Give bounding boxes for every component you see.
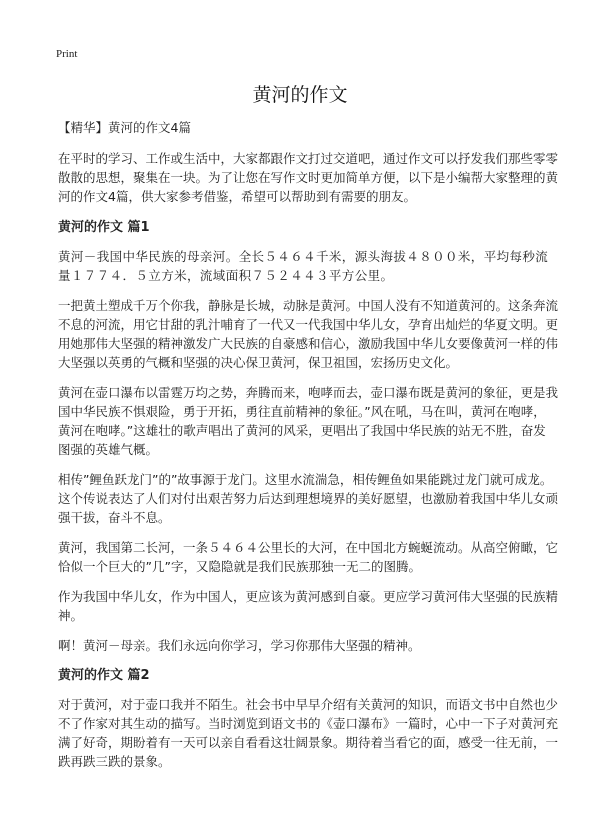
section1-paragraph-2: 一把黄土塑成千万个你我，静脉是长城，动脉是黄河。中国人没有不知道黄河的。这条奔流不息的河流，用它甘甜的乳汁哺育了一代又一代我国中华儿女，孕育出灿烂的华夏文明。更用她那伟大坚强的精神激发广大民族的自豪感和信心，激励我国中华儿女要像黄河一样的伟大坚强以英勇的气概和坚强的决心保卫黄河，保卫祖国，宏扬历史文化。 [58,298,559,370]
section1-paragraph-4: 相传”鲤鱼跃龙门”的”故事源于龙门。这里水流湍急，相传鲤鱼如果能跳过龙门就可成龙。这个传说表达了人们对付出艰苦努力后达到理想境界的美好愿望，也激励着我国中华儿女顽强干拔，奋斗不息。 [58,472,559,525]
document-subtitle: 【精华】黄河的作文4篇 [58,120,191,135]
document-body [58,118,558,782]
section1-paragraph-3: 黄河在壶口瀑布以雷霆万均之势，奔腾而来，咆哮而去，壶口瀑布既是黄河的象征，更是我国中华民族不惧艰险，勇于开拓，勇往直前精神的象征。”风在吼，马在叫，黄河在咆哮，黄河在咆哮。”这雄壮的歌声唱出了黄河的风采，更唱出了我国中华民族的站无不胜，奋发图强的英雄气概。 [58,385,559,457]
section1-paragraph-1: 黄河－我国中华民族的母亲河。全长５４６４千米，源头海拔４８００米，平均每秒流量１７７４．５立方米，流域面积７５２４４３平方公里。 [58,249,549,283]
intro-paragraph: 在平时的学习、工作或生活中，大家都跟作文打过交道吧，通过作文可以抒发我们那些零零散散的思想，聚集在一块。为了让您在写作文时更加简单方便，以下是小编帮大家整理的黄河的作文4篇，供大家参考借鉴，希望可以帮助到有需要的朋友。 [58,151,559,204]
section-heading-1: 黄河的作文 篇1 [58,220,150,235]
section1-paragraph-5: 黄河，我国第二长河，一条５４６４公里长的大河，在中国北方蜿蜒流动。从高空俯瞰，它恰似一个巨大的”几”字，又隐隐就是我们民族那独一无二的图腾。 [58,540,559,574]
section1-paragraph-7: 啊！黄河－母亲。我们永远向你学习，学习你那伟大坚强的精神。 [58,638,421,653]
print-link[interactable]: Print [56,48,78,60]
section1-paragraph-6: 作为我国中华儿女，作为中国人，更应该为黄河感到自豪。更应学习黄河伟大坚强的民族精神。 [58,589,559,623]
section-heading-2: 黄河的作文 篇2 [58,668,150,683]
page-title: 黄河的作文 [252,84,348,106]
section2-paragraph-1: 对于黄河，对于壶口我并不陌生。社会书中早早介绍有关黄河的知识，而语文书中自然也少不了作家对其生动的描写。当时浏览到语文书的《壶口瀑布》一篇时，心中一下子对黄河充满了好奇，期盼着有一天可以亲自看看这壮阔景象。期待着当看它的面，感受一往无前，一跌再跌三跌的景象。 [58,697,559,769]
